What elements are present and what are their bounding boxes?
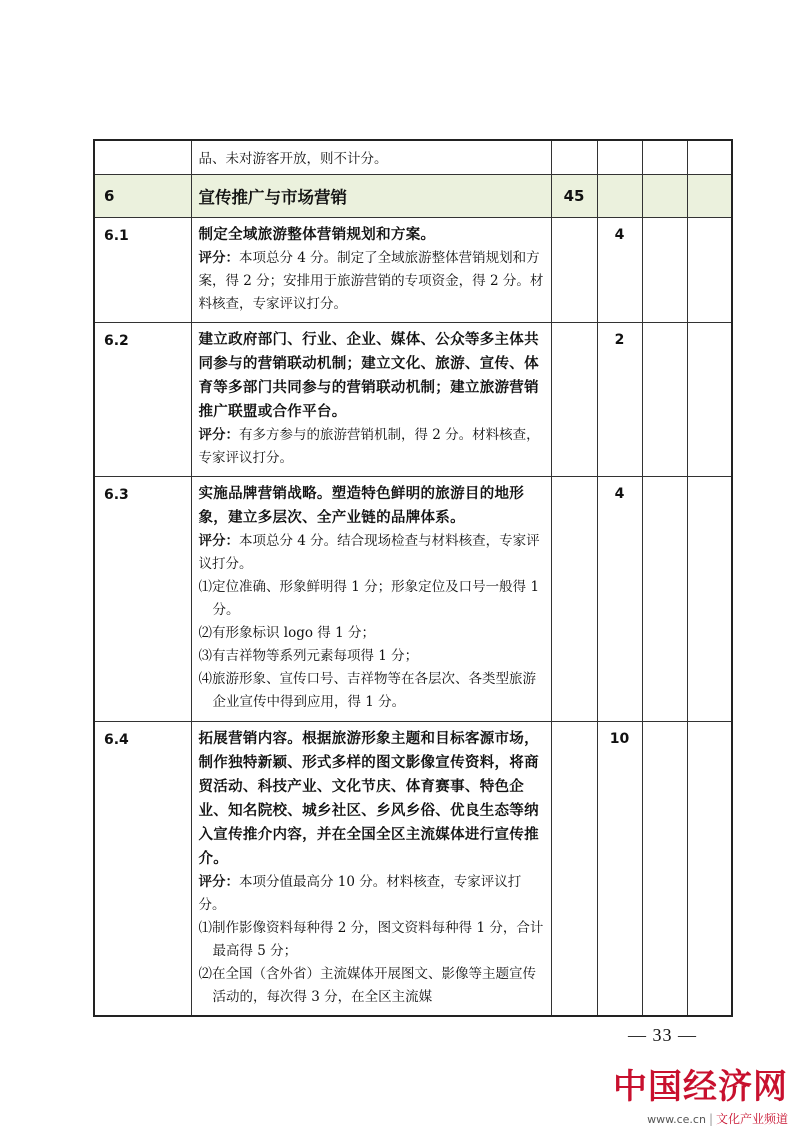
criteria-label: 评分： xyxy=(198,426,239,443)
criteria-sub-item: ⑷旅游形象、宣传口号、吉祥物等在各层次、各类型旅游企业宣传中得到应用，得 1 分。 xyxy=(198,670,536,710)
code-cell xyxy=(94,140,191,174)
item-content xyxy=(191,322,551,476)
watermark-url: www.ce.cn xyxy=(647,1113,706,1126)
criteria-text: 有多方参与的旅游营销机制，得 2 分。材料核查，专家评议打分。 xyxy=(198,426,540,466)
watermark-channel: 文化产业频道 xyxy=(715,1112,788,1126)
continuation-text: 品、未对游客开放，则不计分。 xyxy=(191,140,551,174)
criteria-label: 评分： xyxy=(198,249,239,266)
section-total: 45 xyxy=(551,174,597,217)
continuation-row xyxy=(94,140,732,174)
watermark-logo: 中国经济网 xyxy=(613,1067,788,1107)
item-code: 6.3 xyxy=(94,476,191,721)
item-content xyxy=(191,476,551,721)
item-requirement: 建立政府部门、行业、企业、媒体、公众等多主体共同参与的营销联动机制；建立文化、旅游、宣传、体育等多部门共同参与的营销联动机制；建立旅游营销推广联盟或合作平台。 xyxy=(198,331,539,420)
item-criteria xyxy=(199,424,545,470)
item-criteria xyxy=(199,871,545,917)
item-criteria xyxy=(199,530,545,576)
table-row xyxy=(94,721,732,1016)
item-points: 4 xyxy=(597,476,642,721)
criteria-sub-item: ⑵在全国（含外省）主流媒体开展图文、影像等主题宣传活动的，每次得 3 分，在全区主流媒 xyxy=(198,965,536,1005)
item-requirement: 拓展营销内容。根据旅游形象主题和目标客源市场，制作独特新颖、形式多样的图文影像宣传资料，将商贸活动、科技产业、文化节庆、体育赛事、特色企业、知名院校、城乡社区、乡风乡俗、优良生态等纳入宣传推介内容，并在全国全区主流媒体进行宣传推介。 xyxy=(198,730,539,867)
criteria-sub-item: ⑵有形象标识 logo 得 1 分； xyxy=(198,624,375,641)
item-code: 6.4 xyxy=(94,721,191,1016)
item-requirement: 制定全域旅游整体营销规划和方案。 xyxy=(198,226,436,243)
item-points: 2 xyxy=(597,322,642,476)
table-row xyxy=(94,217,732,322)
item-code: 6.2 xyxy=(94,322,191,476)
criteria-text: 本项分值最高分 10 分。材料核查，专家评议打分。 xyxy=(198,873,522,913)
section-row xyxy=(94,174,732,217)
item-content xyxy=(191,721,551,1016)
criteria-text: 本项总分 4 分。结合现场检查与材料核查，专家评议打分。 xyxy=(198,532,540,572)
table-row xyxy=(94,322,732,476)
table-row xyxy=(94,476,732,721)
watermark-caption: www.ce.cn | 文化产业频道 xyxy=(647,1112,788,1126)
criteria-sub-item: ⑴制作影像资料每种得 2 分，图文资料每种得 1 分，合计最高得 5 分； xyxy=(198,919,544,959)
section-code: 6 xyxy=(94,174,191,217)
item-code: 6.1 xyxy=(94,217,191,322)
item-points: 4 xyxy=(597,217,642,322)
criteria-text: 本项总分 4 分。制定了全域旅游整体营销规划和方案，得 2 分；安排用于旅游营销的专项资金，得 2 分。材料核查，专家评议打分。 xyxy=(198,249,544,312)
criteria-label: 评分： xyxy=(198,532,239,549)
page-number: — 33 — xyxy=(628,1025,697,1045)
criteria-sub-item: ⑶有吉祥物等系列元素每项得 1 分； xyxy=(198,647,419,664)
item-points: 10 xyxy=(597,721,642,1016)
scoring-table xyxy=(93,139,733,1017)
section-title: 宣传推广与市场营销 xyxy=(191,174,551,217)
item-content xyxy=(191,217,551,322)
item-requirement: 实施品牌营销战略。塑造特色鲜明的旅游目的地形象，建立多层次、全产业链的品牌体系。 xyxy=(198,485,525,526)
criteria-sub-item: ⑴定位准确、形象鲜明得 1 分；形象定位及口号一般得 1 分。 xyxy=(198,578,540,618)
item-criteria xyxy=(199,247,545,316)
criteria-label: 评分： xyxy=(198,873,239,890)
watermark xyxy=(548,1068,788,1129)
